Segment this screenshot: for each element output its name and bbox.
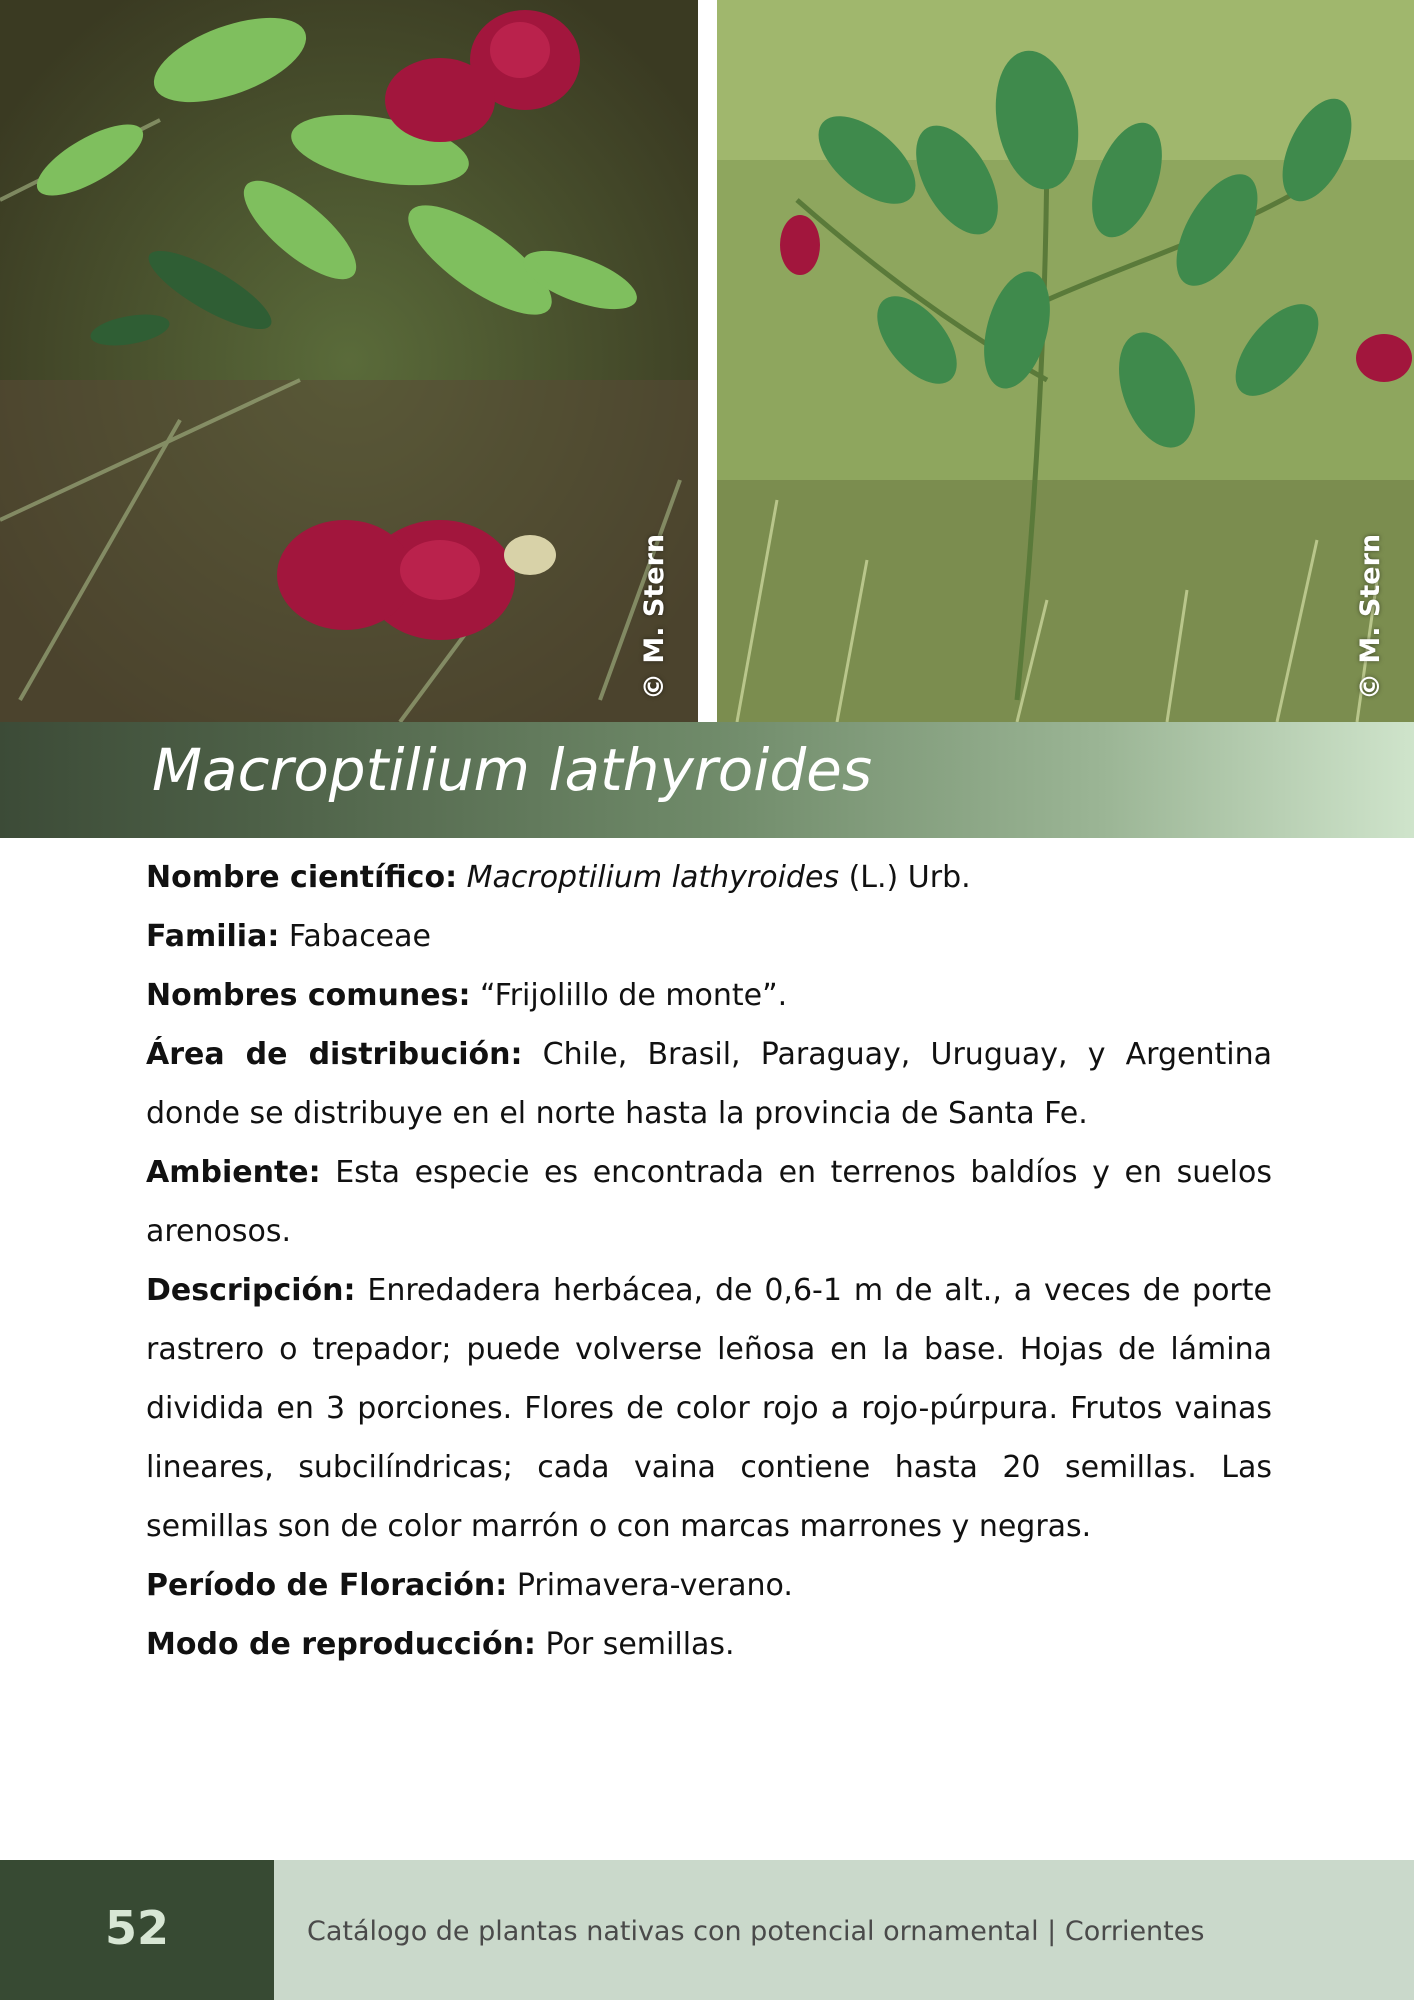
field-value: Chile, Brasil, Paraguay, Uruguay, y Argentina donde se distribuye en el norte hasta la provincia de Santa Fe. — [146, 1037, 1272, 1131]
title-band — [0, 722, 1414, 838]
page-number-box — [0, 1860, 274, 2000]
species-details — [146, 848, 1272, 1674]
species-title: Macroptilium lathyroides — [152, 736, 873, 804]
field-label: Período de Floración: — [146, 1568, 508, 1603]
field-value: Primavera-verano. — [507, 1568, 793, 1603]
field-environment — [146, 1143, 1272, 1261]
field-flowering — [146, 1556, 1272, 1615]
field-distribution — [146, 1025, 1272, 1143]
field-reproduction — [146, 1615, 1272, 1674]
field-label: Área de distribución: — [146, 1037, 523, 1072]
photo-credit-left: © M. Stern — [639, 533, 670, 700]
field-scientific-name — [146, 848, 1272, 907]
field-value: Enredadera herbácea, de 0,6-1 m de alt., a veces de porte rastrero o trepador; puede volverse leñosa en la base. Hojas de lámina dividida en 3 porciones. Flores de color rojo a rojo-púrpura. Frutos vainas lineares, subcilíndricas; cada vaina contiene hasta 20 semillas. Las semillas son de color marrón o con marcas marrones y negras. — [146, 1273, 1272, 1544]
field-label: Ambiente: — [146, 1155, 321, 1190]
photo-flowers-closeup-image — [0, 0, 698, 722]
photo-plant-habitat — [717, 0, 1414, 722]
scientific-name-value: Macroptilium lathyroides — [466, 860, 840, 895]
field-label: Nombre científico: — [146, 860, 458, 895]
field-common-names — [146, 966, 1272, 1025]
photo-credit-right: © M. Stern — [1355, 533, 1386, 700]
field-label: Modo de reproducción: — [146, 1627, 536, 1662]
field-value: Fabaceae — [279, 919, 431, 954]
scientific-name-author: (L.) Urb. — [839, 860, 971, 895]
field-label: Descripción: — [146, 1273, 356, 1308]
footer-catalog-title: Catálogo de plantas nativas con potencial ornamental | Corrientes — [307, 1916, 1205, 1947]
field-label: Familia: — [146, 919, 280, 954]
field-value: “Frijolillo de monte”. — [470, 978, 788, 1013]
photo-flowers-closeup — [0, 0, 698, 722]
field-label: Nombres comunes: — [146, 978, 471, 1013]
photo-plant-habitat-image — [717, 0, 1414, 722]
field-description — [146, 1261, 1272, 1556]
page-number: 52 — [104, 1901, 169, 1955]
field-value: Esta especie es encontrada en terrenos baldíos y en suelos arenosos. — [146, 1155, 1272, 1249]
field-value: Por semillas. — [535, 1627, 735, 1662]
page-footer — [0, 1860, 1414, 2000]
field-family — [146, 907, 1272, 966]
